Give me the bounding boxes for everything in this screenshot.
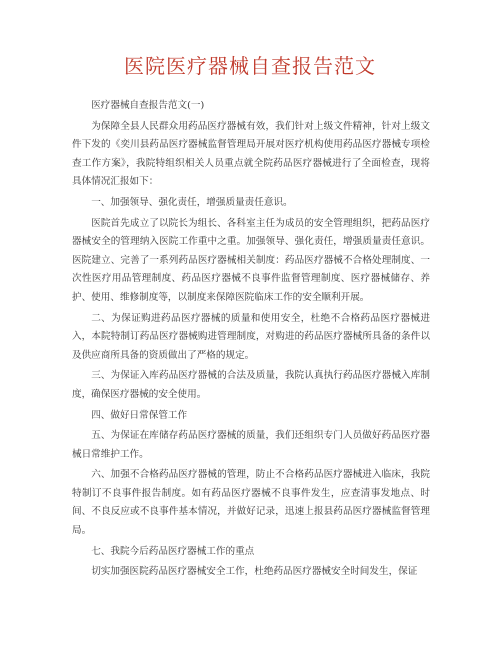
paragraph-intro: 为保障全县人民群众用药品医疗器械有效，我们针对上级文件精神，针对上级文件下发的《奕川县药品医疗器械监督管理局开展对医疗机构使用药品医疗器械专项检查工作方案》，我院特组织相关人员重点就全院药品医疗器械进行了全面检查，现将具体情况汇报如下： [72,120,430,188]
document-title: 医院医疗器械自查报告范文 [124,54,376,78]
paragraph-heading-1: 一、加强领导、强化责任，增强质量责任意识。 [91,196,293,208]
paragraph-body-3: 三、为保证入库药品医疗器械的合法及质量，我院认真执行药品医疗器械入库制度，确保医疗器械的安全使用。 [72,370,430,400]
paragraph-body-5: 五、为保证在库储存药品医疗器械的质量，我们还组织专门人员做好药品医疗器械日常维护工作。 [72,430,430,460]
paragraph-heading-4: 四、做好日常保管工作 [91,409,188,421]
paragraph-body-final: 切实加强医院药品医疗器械安全工作，杜绝药品医疗器械安全时间发生，保证 [91,566,418,578]
paragraph-heading-7: 七、我院今后药品医疗器械工作的重点 [91,545,255,557]
paragraph-body-1: 医院首先成立了以院长为组长、各科室主任为成员的安全管理组织，把药品医疗器械安全的管理纳入医院工作重中之重。加强领导、强化责任，增强质量责任意识。医院建立、完善了一系列药品医疗器械相关制度：药品医疗器械不合格处理制度、一次性医疗用品管理制度、药品医疗器械不良事件监督管理制度、医疗器械储存、养护、使用、维修制度等，以制度来保障医院临床工作的安全顺利开展。 [72,217,430,303]
paragraph-body-6: 六、加强不合格药品医疗器械的管理，防止不合格药品医疗器械进入临床，我院特制订不良事件报告制度。如有药品医疗器械不良事件发生，应查清事发地点、时间、不良反应或不良事件基本情况，并做好记录，迅速上报县药品医疗器械监督管理局。 [72,469,430,537]
document-subtitle: 医疗器械自查报告范文(一) [91,100,205,111]
paragraph-body-2: 二、为保证购进药品医疗器械的质量和使用安全，杜绝不合格药品医疗器械进入，本院特制订药品医疗器械购进管理制度，对购进的药品医疗器械所具备的条件以及供应商所具备的资质做出了严格的规定。 [72,312,430,361]
document-body [72,97,430,582]
